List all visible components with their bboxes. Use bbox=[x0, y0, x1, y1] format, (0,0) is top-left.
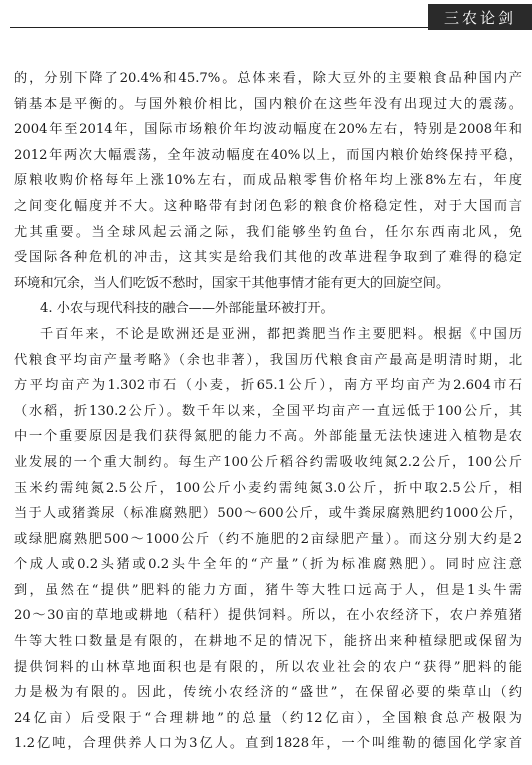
body-text bbox=[14, 66, 522, 757]
text-line: 原粮收购价格每年上涨10%左右，而成品粮零售价格年均上涨8%左右，年度 bbox=[14, 173, 522, 189]
text-line: 受国际各种危机的冲击，这其实是给我们其他的改革进程争取到了难得的稳定 bbox=[14, 250, 522, 266]
text-line: 尤其重要。当全球风起云涌之际，我们能够坐钓鱼台，任尔东西南北风，免 bbox=[14, 224, 522, 240]
text-line: 的，分别下降了20.4%和45.7%。总体来看，除大豆外的主要粮食品种国内产 bbox=[14, 71, 522, 86]
text-line: 24亿亩）后受限于“合理耕地”的总量（约12亿亩），全国粮食总产极限为 bbox=[14, 710, 522, 726]
text-line: 或绿肥腐熟肥500～1000公斤（约不施肥的2亩绿肥产量）。而这分别大约是2 bbox=[14, 531, 522, 547]
text-line: 个成人或0.2头猪或0.2头牛全年的“产量”（折为标准腐熟肥）。同时应注意 bbox=[14, 557, 522, 573]
text-line: 当于人或猪粪尿（标准腐熟肥）500～600公斤，或牛粪尿腐熟肥约1000公斤， bbox=[14, 506, 522, 522]
text-line: 业发展的一个重大制约。每生产100公斤稻谷约需吸收纯氮2.2公斤，100公斤 bbox=[14, 454, 522, 470]
text-line: 提供饲料的山林草地面积也是有限的，所以农业社会的农户“获得”肥料的能 bbox=[14, 659, 522, 675]
text-line: 环境和冗余，当人们吃饭不愁时，国家干其他事情才能有更大的回旋空间。 bbox=[14, 275, 450, 291]
text-line: 之间变化幅度并不大。这种略带有封闭色彩的粮食价格稳定性，对于大国而言 bbox=[14, 198, 522, 214]
text-line: 2004年至2014年，国际市场粮价年均波动幅度在20%左右，特别是2008年和 bbox=[14, 122, 522, 138]
text-line: 玉米约需纯氮2.5公斤，100公斤小麦约需纯氮3.0公斤，折中取2.5公斤，相 bbox=[14, 480, 522, 496]
section-title-tag: 三农论剑 bbox=[428, 4, 532, 30]
text-line: 代粮食平均亩产量考略》（余也非著），我国历代粮食亩产最高是明清时期，北 bbox=[14, 352, 522, 368]
text-line: 1.2亿吨，合理供养人口为3亿人。直到1828年，一个叫维勒的德国化学家首 bbox=[14, 736, 522, 752]
text-line: 方平均亩产为1.302市石（小麦，折65.1公斤），南方平均亩产为2.604市石 bbox=[14, 378, 522, 394]
text-line: 2012年两次大幅震荡，全年波动幅度在40%以上，而国内粮价始终保持平稳， bbox=[14, 147, 522, 163]
text-line: 千百年来，不论是欧洲还是亚洲，都把粪肥当作主要肥料。根据《中国历 bbox=[40, 326, 522, 342]
section-heading: 4. 小农与现代科技的融合——外部能量环被打开。 bbox=[40, 301, 334, 317]
text-line: （水稻，折130.2公斤）。数千年以来，全国平均亩产一直远低于100公斤，其 bbox=[14, 403, 522, 419]
text-line: 20～30亩的草地或耕地（秸秆）提供饲料。所以，在小农经济下，农户养殖猪 bbox=[14, 608, 522, 624]
text-line: 中一个重要原因是我们获得氮肥的能力不高。外部能量无法快速进入植物是农 bbox=[14, 429, 522, 445]
text-line: 牛等大牲口数量是有限的，在耕地不足的情况下，能挤出来种植绿肥或保留为 bbox=[14, 634, 522, 650]
text-line: 到，虽然在“提供”肥料的能力方面，猪牛等大牲口远高于人，但是1头牛需 bbox=[14, 582, 522, 598]
text-line: 力是极为有限的。因此，传统小农经济的“盛世”，在保留必要的柴草山（约 bbox=[14, 685, 522, 701]
text-line: 销基本是平衡的。与国外粮价相比，国内粮价在这些年没有出现过大的震荡。 bbox=[14, 96, 522, 112]
